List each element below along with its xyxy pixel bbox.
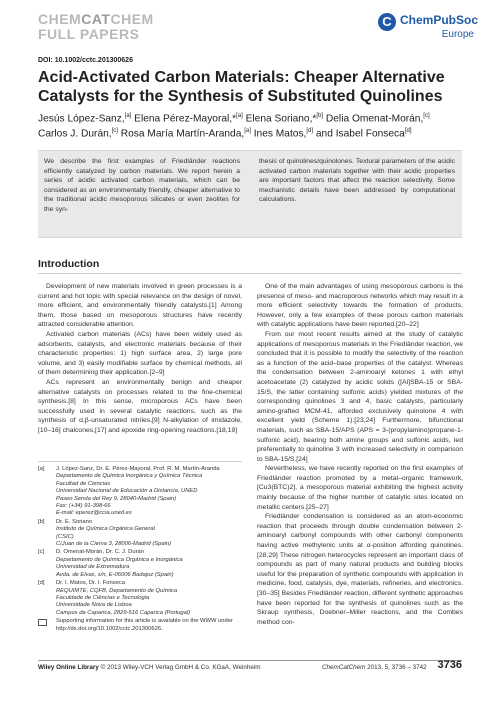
affiliation-key: [b]: [38, 518, 45, 525]
author-affiliation-mark: [c]: [111, 128, 118, 135]
affiliation-line: Departamento de Química Orgánica e Inorgánica: [56, 556, 183, 563]
author-list: [38, 110, 458, 141]
affiliation-line: REQUIMTE, CQFB, Departamento de Química: [56, 587, 178, 594]
heading-divider: [38, 273, 462, 274]
author-affiliation-mark: [c]: [423, 113, 430, 119]
author-affiliation-mark: [d]: [404, 128, 412, 135]
body-paragraph: Friedländer condensation is considered as an atom-economic reaction that proceeds through double condensation between 2-aminoaryl carbonyl compounds with other carbonyl components having active methylenic units at α-position affording quinolines.[28,29] These nitrogen heterocycles represent an important class of compounds as part of many natural products and building blocks useful for the preparation of synthetic compounds with application in medicine, food, catalysis, dye, materials, refineries, and electronics.[30–35] Besides Friedländer reaction, different synthetic approaches have been reported for the synthesis of quinolines such as the Skraup synthesis, Doebner–Miller reactions, and the Combes method con-: [257, 513, 463, 626]
chempubsoc-icon: C: [378, 13, 396, 31]
affiliation-entry: [38, 466, 242, 518]
logo-name: ChemPubSoc: [400, 13, 479, 27]
footer-citation: ChemCatChem 2013, 5, 3736 – 3742: [322, 664, 427, 671]
body-paragraph: Development of new materials involved in green processes is a current and hot topic with special relevance on the design of novel, more efficient, and environmentally friendly catalysts.[1] Among them, those based on mesoporous structures have recently attracted considerable attention.: [38, 283, 242, 329]
author-name: Rosa María Martín-Aranda,: [117, 128, 245, 140]
author-name: Ines Matos,: [250, 128, 307, 140]
body-paragraph: Activated carbon materials (ACs) have been widely used as adsorbents, catalysts, and electronic materials because of their characteristic properties: 1) high surface area, 2) large pore volume, and 3) easily modifiable surface by chemical methods, all of them determining their application.[2–9]: [38, 330, 242, 377]
page-number: 3736: [437, 659, 462, 671]
publisher-logo[interactable]: [378, 12, 479, 44]
body-paragraph: Nevertheless, we have recently reported on the first examples of Friedländer reaction promoted by a metal–organic framework, [Cu3(BTC)2], a mesoporous material exhibiting the highest activity mainly because of the higher number of catalytic sites located on metallic centers.[25–27]: [257, 465, 463, 511]
affiliation-line: Campus da Caparica, 2829-516 Caparica (Portugal): [56, 609, 191, 616]
author-affiliation-mark: [a]: [236, 113, 243, 119]
author-name: Delia Omenat-Morán,: [323, 113, 424, 125]
affiliation-line: D. Omenat-Morán, Dr. C. J. Durán: [56, 549, 144, 556]
abstract-box: [38, 150, 462, 238]
author-name: Carlos J. Durán,: [38, 128, 112, 140]
affiliation-line: J. López-Sanz, Dr. E. Pérez-Mayoral, Prof. R. M. Martín-Aranda: [56, 466, 220, 472]
affiliation-line: Paseo Senda del Rey 9, 28040-Madrid (Spain): [56, 495, 177, 502]
affiliations: [38, 461, 242, 634]
author-affiliation-mark: [d]: [306, 128, 314, 135]
wiley-library-link[interactable]: Wiley Online Library: [38, 664, 99, 671]
affiliation-line: C/Juan de la Cierva 3, 28006-Madrid (Spain): [56, 541, 172, 548]
affiliation-key: [c]: [38, 549, 45, 556]
body-paragraph: ACs represent an environmentally benign and cheaper alternative catalysts on processes related to the fine-chemical synthesis.[8] In this sense, microporous ACs have been successfully used in several catalytic reactions, such as the synthesis of α,β-unsaturated nitriles,[9] N-alkylation of imidazole,[10–16] chalcones,[17] and epoxide ring-opening reactions.[18,19]: [38, 378, 242, 434]
author-affiliation-mark: [b]: [316, 113, 324, 119]
affiliation-line: Faculdade de Ciências e Tecnologia: [56, 594, 150, 601]
affiliation-line: Avda. de Elvas, s/n, E-06006 Badajoz (Spain): [56, 571, 174, 578]
affiliation-line: Universidad Nacional de Educación a Distancia, UNED: [56, 488, 198, 495]
abstract-right: thesis of quinolines/quinolones. Textural parameters of the acidic activated carbon materials together with their acidic properties are important factors that affect the reaction selectivity. Some mechanistic details have been addressed by computational calculations.: [259, 158, 455, 204]
affiliation-line: Departamento de Química Inorgánica y Química Técnica: [56, 473, 203, 480]
logo-subtitle: Europe: [441, 29, 474, 40]
body-paragraph: From our most recent results aimed at the study of catalytic applications of mesoporous materials in the Friedländer reaction, we concluded that it is possible to modify the selectivity of the reaction as a function of the acid–base properties of the catalyst. Whereas the condensation between 2-aminoaryl ketones 1 with ethyl acetoacetate (2) catalyzed by acidic solids ([Al]SBA-15 or SBA-15/S, the latter containing sulfonic acids) yielded mixtures of the corresponding quinolines 3 and 4, basic catalysts, particularly amino-grafted MCM-41, afforded exclusively quinolone 4 with excellent yield (Scheme 1).[23,24] Furthermore, bifunctional materials, such as SBA-15/APS (APS = 3-(propylamino)propane-1-sulfonic acid), bearing both amine groups and sulfonic acids, led preferentially to quinoline 3 with increased selectivity in comparison to SBA-15/S.[24]: [257, 330, 463, 463]
supporting-info-line: Supporting information for this article is available on the WWW under: [56, 618, 233, 625]
affiliation-entry: [38, 580, 242, 617]
affiliation-line: (CSIC): [56, 533, 74, 540]
left-column: [38, 282, 242, 436]
footer-divider: [38, 660, 462, 661]
abstract-left: We describe the first examples of Friedländer reactions efficiently catalyzed by carbon materials. We report herein a series of acidic activated carbon materials, which can be considered as an environmentally friendly, cheaper alternative to the traditional acidic mesoporous silicates or even zeolites for the syn-: [44, 158, 240, 213]
right-column: [257, 282, 463, 627]
affiliation-key: [a]: [38, 466, 45, 472]
affiliation-line: E-mail: eperez@ccia.uned.es: [56, 510, 132, 517]
author-affiliation-mark: [a]: [124, 113, 132, 119]
affiliation-line: Dr. I. Matos, Dr. I. Fonseca: [56, 580, 125, 587]
affiliation-line: Fax: (+34) 91-398-66: [56, 503, 111, 510]
author-name: Elena Soriano,*: [242, 113, 317, 125]
affiliation-line: Universidade Nova de Lisboa: [56, 602, 132, 609]
affiliation-entry: [38, 519, 242, 549]
author-affiliation-mark: [a]: [244, 128, 251, 135]
document-icon: [38, 619, 47, 626]
author-name: and Isabel Fonseca: [313, 128, 405, 140]
affiliation-key: [d]: [38, 580, 45, 587]
affiliation-line: Instituto de Química Orgánica General: [56, 526, 155, 533]
body-paragraph: One of the main advantages of using mesoporous carbons is the presence of meso- and macroporous networks which may result in a more efficient selectivity towards the formation of products. However, only a few examples of these porous carbon materials with catalytic applications have been reported.[20–22]: [257, 283, 463, 329]
author-name: Jesús López-Sanz,: [38, 113, 125, 125]
section-heading: Introduction: [38, 258, 100, 270]
affiliation-line: Facultad de Ciencias: [56, 480, 111, 487]
supporting-info-line: http://dx.doi.org/10.1002/cctc.201300626.: [56, 625, 163, 632]
journal-name: CHEMCATCHEM: [38, 11, 154, 27]
section-label: FULL PAPERS: [38, 26, 140, 42]
author-name: Elena Pérez-Mayoral,*: [131, 113, 237, 125]
article-title: Acid-Activated Carbon Materials: Cheaper Alternative Catalysts for the Synthesis of Substituted Quinolines: [38, 69, 445, 105]
affiliation-line: Dr. E. Soriano: [56, 518, 93, 525]
affiliation-line: Universidad de Extremadura: [56, 564, 130, 571]
doi[interactable]: DOI: 10.1002/cctc.201300626: [38, 57, 133, 64]
supporting-info[interactable]: [38, 618, 242, 633]
affiliation-entry: [38, 549, 242, 579]
footer-publisher: Wiley Online Library © 2013 Wiley-VCH Verlag GmbH & Co. KGaA, Weinheim: [38, 664, 261, 671]
